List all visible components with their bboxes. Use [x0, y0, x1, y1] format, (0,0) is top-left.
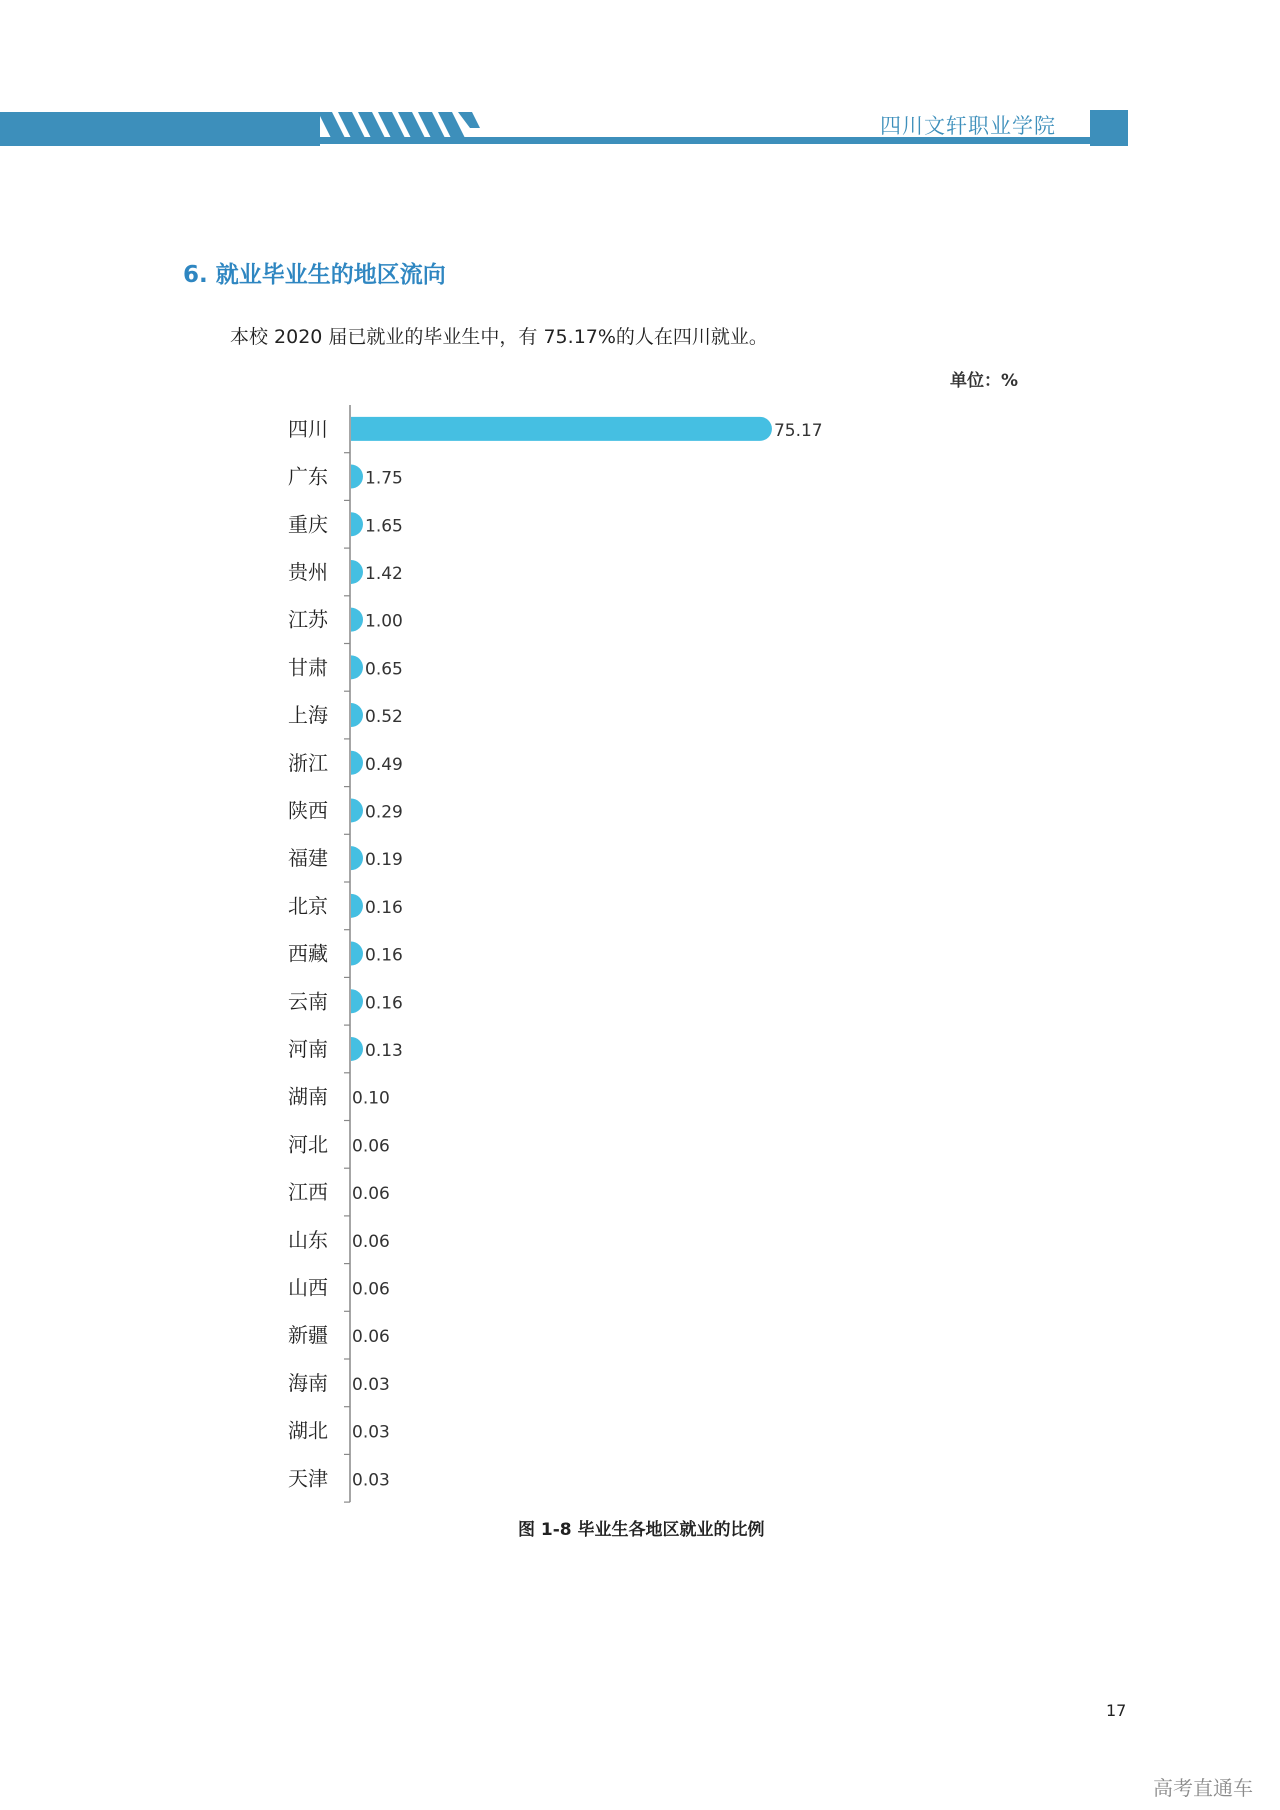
- data-label: 0.65: [365, 659, 403, 680]
- category-label: 广东: [288, 464, 328, 489]
- bar: [351, 942, 363, 966]
- bar: [351, 1037, 363, 1061]
- data-label: 0.06: [352, 1231, 390, 1252]
- category-label: 贵州: [288, 559, 328, 584]
- bar: [351, 751, 363, 775]
- figure-caption: 图 1-8 毕业生各地区就业的比例: [518, 1520, 765, 1540]
- bar: [351, 989, 363, 1013]
- data-label: 0.16: [365, 897, 403, 918]
- category-label: 江西: [288, 1180, 328, 1205]
- category-label: 甘肃: [288, 655, 328, 680]
- data-label: 1.00: [365, 611, 403, 632]
- data-label: 0.19: [365, 850, 403, 871]
- category-label: 海南: [288, 1370, 328, 1395]
- data-label: 0.13: [365, 1040, 403, 1061]
- data-label: 0.06: [352, 1327, 390, 1348]
- data-label: 0.03: [352, 1470, 390, 1491]
- category-label: 云南: [288, 989, 328, 1014]
- category-label: 浙江: [288, 750, 328, 775]
- bar: [351, 846, 363, 870]
- category-label: 上海: [288, 703, 328, 728]
- chart-svg: [240, 405, 1000, 1505]
- region-bar-chart: [240, 405, 1000, 1509]
- data-label: 0.06: [352, 1279, 390, 1300]
- data-label: 1.65: [365, 516, 403, 537]
- data-label: 1.75: [365, 468, 403, 489]
- category-label: 天津: [288, 1466, 328, 1491]
- category-label: 福建: [288, 846, 328, 871]
- section-title: 6. 就业毕业生的地区流向: [183, 262, 446, 288]
- data-label: 1.42: [365, 563, 403, 584]
- data-label: 0.10: [352, 1088, 390, 1109]
- category-label: 四川: [288, 416, 328, 441]
- data-label: 0.16: [365, 993, 403, 1014]
- category-label: 山西: [288, 1275, 328, 1300]
- category-label: 陕西: [288, 798, 328, 823]
- category-label: 湖南: [288, 1084, 328, 1109]
- category-label: 河北: [288, 1132, 328, 1157]
- school-name: 四川文轩职业学院: [880, 114, 1056, 138]
- unit-label: 单位：%: [950, 371, 1019, 391]
- data-label: 0.52: [365, 707, 403, 728]
- data-label: 0.16: [365, 945, 403, 966]
- data-label: 0.03: [352, 1422, 390, 1443]
- data-label: 0.49: [365, 754, 403, 775]
- bar: [351, 465, 363, 489]
- page-number: 17: [1106, 1701, 1127, 1720]
- bar: [351, 608, 363, 632]
- data-label: 0.06: [352, 1136, 390, 1157]
- category-label: 北京: [288, 893, 328, 918]
- category-label: 江苏: [288, 607, 328, 632]
- data-label: 0.06: [352, 1184, 390, 1205]
- data-label: 0.03: [352, 1374, 390, 1395]
- category-label: 重庆: [288, 512, 328, 537]
- bar: [351, 894, 363, 918]
- category-label: 山东: [288, 1227, 328, 1252]
- data-label: 0.29: [365, 802, 403, 823]
- category-label: 河南: [288, 1036, 328, 1061]
- bar: [351, 417, 772, 441]
- category-label: 湖北: [288, 1418, 328, 1443]
- intro-paragraph: 本校 2020 届已就业的毕业生中，有 75.17%的人在四川就业。: [230, 326, 768, 348]
- watermark: 高考直通车: [1153, 1776, 1253, 1800]
- data-label: 75.17: [773, 420, 823, 441]
- bar: [351, 512, 363, 536]
- bar: [351, 703, 363, 727]
- bar: [351, 798, 363, 822]
- bar: [351, 655, 363, 679]
- category-label: 西藏: [288, 941, 328, 966]
- category-label: 新疆: [288, 1323, 328, 1348]
- bar: [351, 560, 363, 584]
